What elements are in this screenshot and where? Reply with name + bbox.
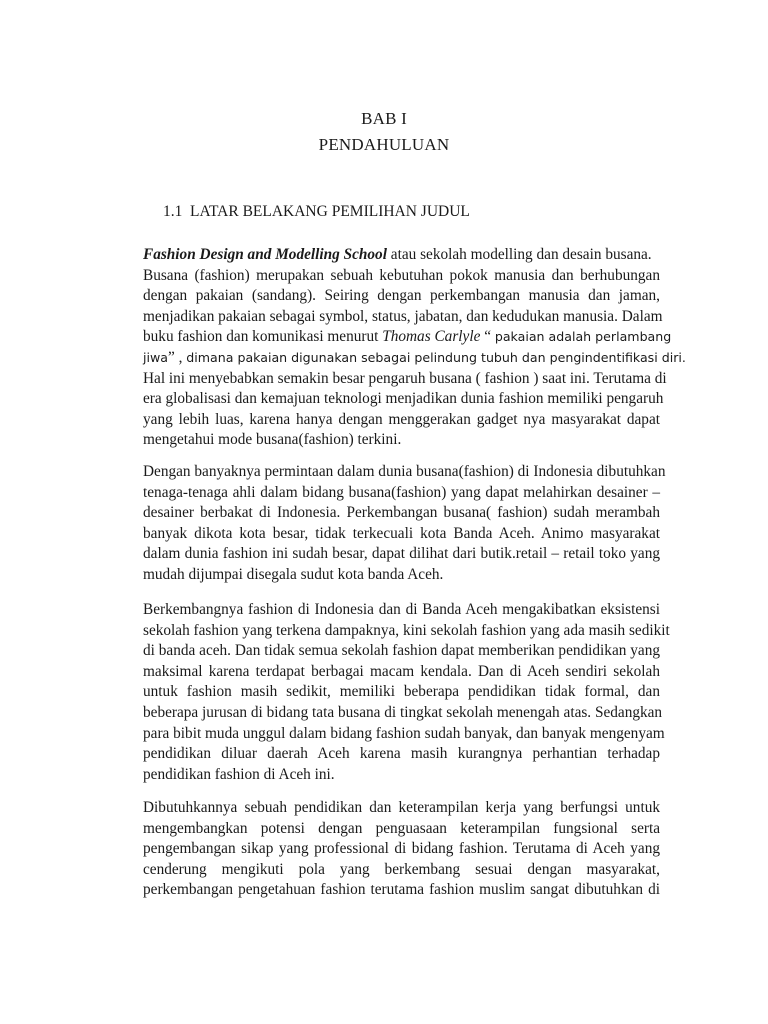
quote-text: dimana pakaian digunakan sebagai pelindung tubuh dan pengindentifikasi diri. (186, 349, 686, 365)
paragraph-line: sekolah fashion yang terkena dampaknya, kini sekolah fashion yang ada masih sedikit (143, 621, 670, 639)
quote-text: pakaian adalah perlambang (494, 329, 672, 345)
bold-italic-phrase: Fashion Design and Modelling School (143, 246, 387, 263)
section-heading (163, 203, 470, 221)
paragraph-line: cenderung mengikuti pola yang berkembang sesuai dengan masyarakat, (143, 860, 660, 878)
paragraph-line: Busana (fashion) merupakan sebuah kebutuhan pokok manusia dan berhubungan (143, 266, 660, 284)
chapter-title: BAB I (361, 109, 407, 128)
paragraph-line (143, 348, 686, 369)
paragraph-line: di banda aceh. Dan tidak semua sekolah fashion dapat memberikan pendidikan yang (143, 642, 660, 660)
paragraph-line: mengetahui mode busana(fashion) terkini. (143, 431, 402, 449)
paragraph-line: Hal ini menyebabkan semakin besar pengaruh busana ( fashion ) saat ini. Terutama di (143, 369, 667, 387)
paragraph-line: pengembangan sikap yang professional di bidang fashion. Terutama di Aceh yang (143, 840, 660, 858)
paragraph-line: perkembangan pengetahuan fashion terutama fashion muslim sangat dibutuhkan di (143, 881, 660, 899)
paragraph-line: menjadikan pakaian sebagai symbol, status, jabatan, dan kedudukan manusia. Dalam (143, 307, 663, 325)
paragraph-line: tenaga-tenaga ahli dalam bidang busana(fashion) yang dapat melahirkan desainer – (143, 483, 660, 501)
paragraph-line: para bibit muda unggul dalam bidang fashion sudah banyak, dan banyak mengenyam (143, 724, 665, 742)
paragraph-line: yang lebih luas, karena hanya dengan menggerakan gadget nya masyarakat dapat (143, 410, 660, 428)
paragraph-line: dalam dunia fashion ini sudah besar, dapat dilihat dari butik.retail – retail toko yang (143, 545, 660, 563)
italic-name: Thomas Carlyle (382, 328, 481, 346)
paragraph-line (143, 245, 660, 266)
paragraph-line: Dengan banyaknya permintaan dalam dunia busana(fashion) di Indonesia dibutuhkan (143, 463, 666, 480)
quote-text: jiwa (143, 349, 169, 365)
paragraph-line: mudah dijumpai disegala sudut kota banda Aceh. (143, 565, 444, 583)
paragraph-3 (143, 600, 670, 785)
text-run: “ (480, 328, 495, 346)
paragraph-4 (143, 798, 660, 901)
text-run: atau sekolah modelling dan desain busana. (386, 246, 652, 263)
paragraph-line: pendidikan fashion di Aceh ini. (143, 765, 335, 783)
paragraph-line: beberapa jurusan di bidang tata busana di tingkat sekolah menengah atas. Sedangkan (143, 703, 663, 721)
paragraph-line: desainer berbakat di Indonesia. Perkembangan busana( fashion) sudah merambah (143, 504, 660, 522)
paragraph-line: dengan pakaian (sandang). Seiring dengan perkembangan manusia dan jaman, (143, 287, 660, 305)
paragraph-line: Berkembangnya fashion di Indonesia dan di Banda Aceh mengakibatkan eksistensi (143, 601, 660, 618)
paragraph-line: era globalisasi dan kemajuan teknologi menjadikan dunia fashion memiliki pengaruh (143, 390, 664, 408)
paragraph-line (143, 327, 672, 348)
text-run: buku fashion dan komunikasi menurut (143, 328, 383, 346)
paragraph-line: pendidikan diluar daerah Aceh karena masih kurangnya perhantian terhadap (143, 745, 660, 763)
paragraph-line: Dibutuhkannya sebuah pendidikan dan keterampilan kerja yang berfungsi untuk (143, 799, 660, 816)
text-run: ” , (168, 348, 187, 366)
paragraph-1 (143, 245, 686, 451)
section-number: 1.1 (163, 203, 183, 220)
paragraph-line: untuk fashion masih sedikit, memiliki beberapa pendidikan tidak formal, dan (143, 683, 660, 701)
chapter-subtitle: PENDAHULUAN (318, 135, 450, 154)
paragraph-line: banyak dikota kota besar, tidak terkecuali kota Banda Aceh. Animo masyarakat (143, 524, 660, 542)
section-title: LATAR BELAKANG PEMILIHAN JUDUL (190, 203, 470, 220)
paragraph-line: mengembangkan potensi dengan penguasaan keterampilan fungsional serta (143, 819, 660, 837)
paragraph-line: maksimal karena terdapat berbagai macam kendala. Dan di Aceh sendiri sekolah (143, 662, 660, 680)
paragraph-2 (143, 462, 666, 586)
